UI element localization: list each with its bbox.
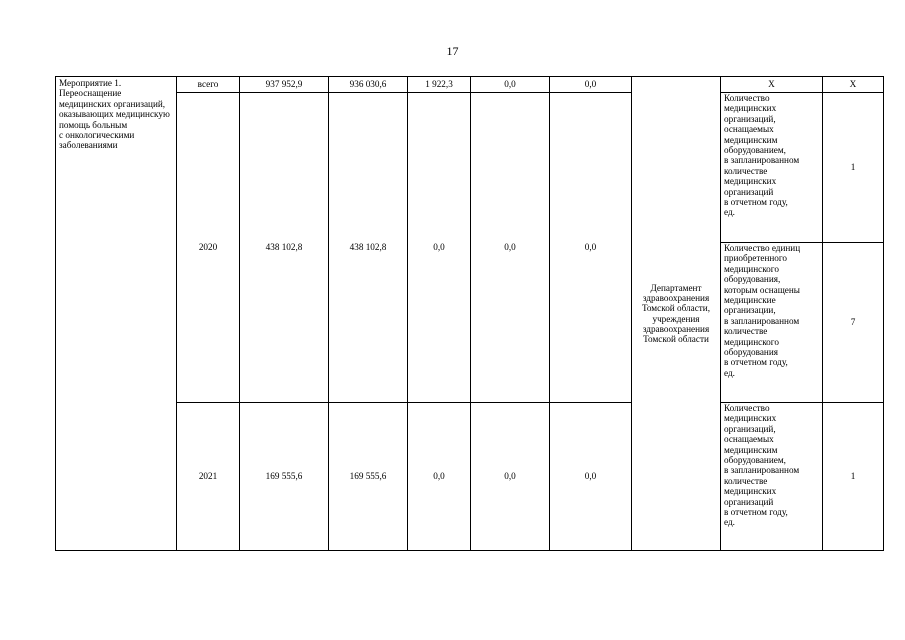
indicator-value-cell: Х (823, 77, 884, 93)
indicator-value-cell: 1 (823, 403, 884, 551)
page-number: 17 (446, 44, 459, 58)
federal-budget-cell: 169 555,6 (329, 403, 408, 551)
federal-budget-cell: 936 030,6 (329, 77, 408, 93)
period-cell: всего (177, 77, 240, 93)
measure-title-cell: Мероприятие 1. Переоснащение медицинских организаций, оказывающих медицинскую помощь больным с онкологическими заболеваниями (56, 77, 177, 551)
indicator-value-cell: 1 (823, 93, 884, 243)
indicator-cell: Количество единиц приобретенного медицинского оборудования, которым оснащены медицинские организации, в запланированном количестве медицинского оборудования в отчетном году, ед. (721, 243, 823, 403)
regional-budget-cell: 0,0 (408, 93, 471, 403)
total-cell: 438 102,8 (240, 93, 329, 403)
other-sources-cell: 0,0 (550, 93, 632, 403)
total-cell: 169 555,6 (240, 403, 329, 551)
indicator-cell: Количество медицинских организаций, оснащаемых медицинским оборудованием, в запланированном количестве медицинских организаций в отчетном году, ед. (721, 93, 823, 243)
other-sources-cell: 0,0 (550, 403, 632, 551)
period-cell: 2020 (177, 93, 240, 403)
period-cell: 2021 (177, 403, 240, 551)
table-row (56, 403, 884, 551)
indicator-value-cell: 7 (823, 243, 884, 403)
program-measures-table (55, 76, 884, 551)
regional-budget-cell: 1 922,3 (408, 77, 471, 93)
total-cell: 937 952,9 (240, 77, 329, 93)
other-sources-cell: 0,0 (550, 77, 632, 93)
federal-budget-cell: 438 102,8 (329, 93, 408, 403)
executor-cell: Департамент здравоохранения Томской области, учреждения здравоохранения Томской области (632, 77, 721, 551)
local-budget-cell: 0,0 (471, 77, 550, 93)
local-budget-cell: 0,0 (471, 403, 550, 551)
regional-budget-cell: 0,0 (408, 403, 471, 551)
local-budget-cell: 0,0 (471, 93, 550, 403)
table-row (56, 93, 884, 243)
indicator-cell: Х (721, 77, 823, 93)
table-row (56, 77, 884, 93)
indicator-cell: Количество медицинских организаций, оснащаемых медицинским оборудованием, в запланированном количестве медицинских организаций в отчетном году, ед. (721, 403, 823, 551)
